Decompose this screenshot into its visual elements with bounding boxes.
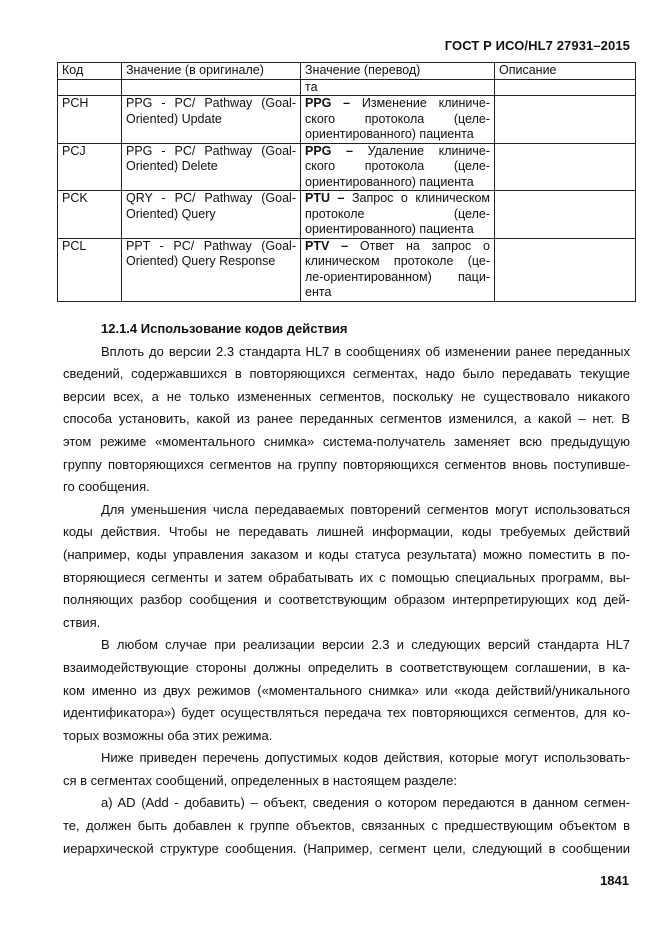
paragraph-1: Вплоть до версии 2.3 стандарта HL7 в сообщениях об изменении ранее переданных сведений, содержавшихся в повторяющихся сегментах, надо было передавать текущие версии всех, а не только измененных сегментов, поскольку не существовало никакого способа установить, какой из ранее переданных сегментов изменился, а какой – нет. В этом режиме «моментального снимка» система-получатель заменяет всю предыдущую группу повторяющихся сегментов на группу повторяющихся сегментов вновь поступивше- го сообщения. — [63, 343, 630, 495]
code-cell: PCJ — [58, 143, 122, 191]
table-row — [58, 191, 636, 239]
table-row-continuation — [58, 79, 636, 96]
description-cell — [495, 238, 636, 301]
paragraph-3: В любом случае при реализации версии 2.3 и следующих версий стандарта HL7 взаимодействующие стороны должны определить в соответствующем соглашении, в ка- ком именно из двух режимов («моментального снимка» или «кода действий/уникального идентификатора») будет осуществляться передача тех повторяющихся сегментов, для ко- торых возможны оба этих режима. — [63, 637, 630, 743]
header-code: Код — [58, 63, 122, 80]
translation-cell: PPG – Изменение клиниче- ского протокола (целе- ориентированного) пациента — [301, 96, 495, 144]
body-text — [63, 318, 630, 860]
code-cell: PCL — [58, 238, 122, 301]
page-number: 1841 — [600, 873, 629, 888]
section-title: 12.1.4 Использование кодов действия — [101, 321, 348, 336]
codes-table — [57, 62, 636, 302]
paragraph-2: Для уменьшения числа передаваемых повторений сегментов могут использоваться коды действия. Чтобы не передавать лишней информации, коды требуемых действий (например, коды управления заказом и коды статуса результата) можно поместить в по- вторяющиеся сегменты и затем обрабатывать их с помощью специальных программ, вы- полняющих разбор сообщения и соответствующим образом интерпретирующих код дей- ствия. — [63, 501, 630, 630]
header-translation: Значение (перевод) — [301, 63, 495, 80]
description-cell — [495, 96, 636, 144]
table-row — [58, 96, 636, 144]
translation-cell: PTV – Ответ на запрос о клиническом протоколе (це- ле-ориентированном) паци- ента — [301, 238, 495, 301]
continuation-text: та — [301, 79, 495, 96]
document-header: ГОСТ Р ИСО/HL7 27931–2015 — [444, 38, 630, 53]
translation-cell: PTU – Запрос о клиническом протоколе (целе- ориентированного) пациента — [301, 191, 495, 239]
header-original: Значение (в оригинале) — [122, 63, 301, 80]
table-row — [58, 143, 636, 191]
paragraph-5: a) AD (Add - добавить) – объект, сведения о котором передаются в данном сегмен- те, должен быть добавлен к группе объектов, связанных с предшествующим объектом в иерархической структуре сообщения. (Например, сегмент цели, следующий в сообщении — [63, 795, 630, 856]
code-cell: PCH — [58, 96, 122, 144]
table-row — [58, 238, 636, 301]
header-description: Описание — [495, 63, 636, 80]
description-cell — [495, 191, 636, 239]
table-header-row — [58, 63, 636, 80]
translation-cell: PPG – Удаление клиниче- ского протокола (целе- ориентированного) пациента — [301, 143, 495, 191]
code-cell: PCK — [58, 191, 122, 239]
paragraph-4: Ниже приведен перечень допустимых кодов действия, которые могут использовать- ся в сегментах сообщений, определенных в настоящем разделе: — [63, 750, 630, 788]
original-cell: PPT - PC/ Pathway (Goal- Oriented) Query Response — [122, 238, 301, 301]
original-cell: PPG - PC/ Pathway (Goal- Oriented) Update — [122, 96, 301, 144]
description-cell — [495, 143, 636, 191]
original-cell: QRY - PC/ Pathway (Goal- Oriented) Query — [122, 191, 301, 239]
original-cell: PPG - PC/ Pathway (Goal- Oriented) Delete — [122, 143, 301, 191]
